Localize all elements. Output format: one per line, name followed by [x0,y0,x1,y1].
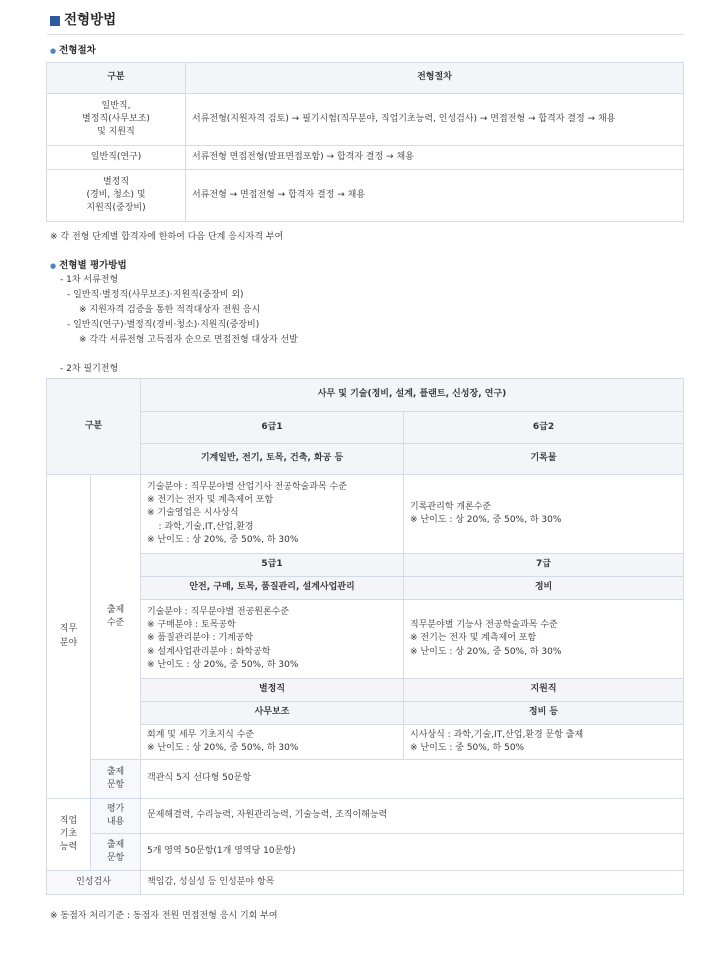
cell-line: 출제 [106,839,125,850]
title-square-icon [50,16,60,26]
cell-line: 능력 [59,842,78,853]
cell-line: 직무 [59,624,78,635]
cell-category: 별정직 [102,176,130,187]
cell-category: 별정직(사무보조) [82,113,150,124]
cell-job-field [47,475,91,799]
th-category: 지원직 [404,679,684,702]
cell-line: 직무분야별 기능사 전공학술과목 수준 [410,620,558,631]
cell-desc: 5개 영역 50문항(1개 영역당 10문항) [141,834,684,871]
th-grade: 7급 [404,554,684,577]
table-row [47,725,684,760]
th-field: 정비 등 [404,702,684,725]
cell-line: 문항 [106,853,125,863]
title-divider [47,34,684,35]
th-grade: 5급1 [141,554,404,577]
cell-line: 문항 [106,780,125,790]
footnote: ※ 동점자 처리기준 : 동점자 전원 면접전형 응시 기회 부여 [50,911,278,921]
th-grade: 6급2 [404,412,684,444]
cell-level [91,475,141,760]
eval-line: - 1차 서류전형 [60,275,119,285]
cell-category: (경비, 청소) 및 [86,189,146,200]
table-row [47,146,684,170]
th-field: 사무보조 [141,702,404,725]
section-procedure-heading [50,44,96,58]
cell-line: ※ 난이도 : 상 20%, 중 50%, 하 30% [410,646,562,657]
cell-items [91,834,141,871]
th-category: 별정직 [141,679,404,702]
cell-line: ※ 품질관리분야 : 기계공학 [147,633,254,644]
th-grade: 6급1 [141,412,404,444]
cell-line: ※ 설계사업관리분야 : 화학공학 [147,646,271,657]
cell-personality: 인성검사 [47,871,141,895]
cell-line: 회계 및 세무 기초지식 수준 [147,729,255,740]
cell-desc [404,475,684,554]
page-title [50,11,116,31]
cell-line: ※ 난이도 : 상 20%, 중 50%, 하 30% [410,515,562,525]
table-row [47,600,684,679]
table-row [47,760,684,799]
cell-desc: 객관식 5지 선다형 50문항 [141,760,684,799]
bullet-icon: ● [50,262,57,270]
cell-category: 일반직(연구) [47,146,186,170]
th-category: 구분 [47,63,186,94]
written-exam-table [46,378,684,895]
section-evaluation-heading [50,259,127,273]
cell-line: 내용 [106,817,125,827]
cell-line: ※ 난이도 : 중 50%, 하 50% [410,743,525,753]
th-gubun: 구분 [47,379,141,475]
cell-category: 일반직, [101,100,131,111]
cell-desc: 책임감, 성실성 등 인성분야 항목 [141,871,684,895]
eval-line: - 일반직·별정직(사무보조)·지원직(중장비 외) [67,290,244,300]
cell-desc [404,725,684,760]
cell-basic [47,799,91,871]
cell-desc [141,600,404,679]
cell-desc [141,725,404,760]
cell-line: 직업 [59,815,78,826]
cell-line: 출제 [106,766,125,777]
eval-line: ※ 각각 서류전형 고득점자 순으로 면접전형 대상자 선발 [79,335,298,345]
th-field: 안전, 구매, 토목, 품질관리, 설계사업관리 [141,577,404,600]
cell-line: ※ 기술영업은 시사상식 [147,508,239,519]
cell-line: ※ 전기는 전자 및 계측제어 포함 [147,495,274,506]
th-top: 사무 및 기술(정비, 설계, 플랜트, 신성장, 연구) [141,379,684,412]
th-procedure: 전형절차 [186,63,684,94]
cell-line: ※ 난이도 : 상 20%, 중 50%, 하 30% [147,534,299,545]
cell-desc [141,475,404,554]
th-field: 기계일반, 전기, 토목, 건축, 화공 등 [141,444,404,475]
cell-line: ※ 구매분야 : 토목공학 [147,620,236,631]
cell-content [91,799,141,834]
cell-line: ※ 난이도 : 상 20%, 중 50%, 하 30% [147,659,299,670]
cell-procedure: 서류전형 → 면접전형 → 합격자 결정 → 채용 [186,170,684,222]
bullet-icon: ● [50,47,57,55]
cell-line: 기초 [59,828,78,839]
eval-line: ※ 지원자격 검증을 통한 적격대상자 전원 응시 [79,305,261,315]
cell-line: 수준 [106,618,125,628]
procedure-table [46,62,684,222]
th-field: 정비 [404,577,684,600]
cell-category: 지원직(중장비) [86,203,146,214]
cell-desc: 문제해결력, 수리능력, 자원관리능력, 기술능력, 조직이해능력 [141,799,684,834]
eval-second: - 2차 필기전형 [60,364,119,374]
cell-line: 기술분야 : 직무분야별 산업기사 전공학술과목 수준 [147,482,347,493]
procedure-note: ※ 각 전형 단계별 합격자에 한하여 다음 단계 응시자격 부여 [50,232,284,242]
table-row [47,871,684,895]
cell-category: 및 지원직 [97,127,135,138]
eval-line: - 일반직(연구)·별정직(경비·청소)·지원직(중장비) [67,320,260,330]
table-row [47,475,684,554]
cell-line: 기록관리학 개론수준 [410,501,492,512]
section-heading-text: 전형별 평가방법 [59,260,127,271]
cell-line: : 과학,기술,IT,산업,환경 [147,521,254,532]
cell-procedure: 서류전형(지원자격 검토) → 필기시험(직무분야, 직업기초능력, 인성검사) → 면접전형 → 합격자 결정 → 채용 [186,94,684,146]
cell-line: ※ 난이도 : 상 20%, 중 50%, 하 30% [147,743,299,753]
table-row [47,170,684,222]
page-title-text: 전형방법 [64,12,117,28]
cell-line: 시사상식 : 과학,기술,IT,산업,환경 문항 출제 [410,729,584,740]
section-heading-text: 전형절차 [59,45,96,56]
cell-items [91,760,141,799]
th-field: 기록물 [404,444,684,475]
cell-line: ※ 전기는 전자 및 계측제어 포함 [410,633,537,644]
cell-procedure: 서류전형 면접전형(발표면접포함) → 합격자 결정 → 채용 [186,146,684,170]
cell-line: 기술분야 : 직무분야별 전공원론수준 [147,607,290,618]
table-row [47,799,684,834]
cell-line: 출제 [106,604,125,615]
cell-line: 평가 [106,803,125,814]
cell-line: 분야 [59,637,78,648]
cell-desc [404,600,684,679]
table-row [47,94,684,146]
table-row [47,834,684,871]
